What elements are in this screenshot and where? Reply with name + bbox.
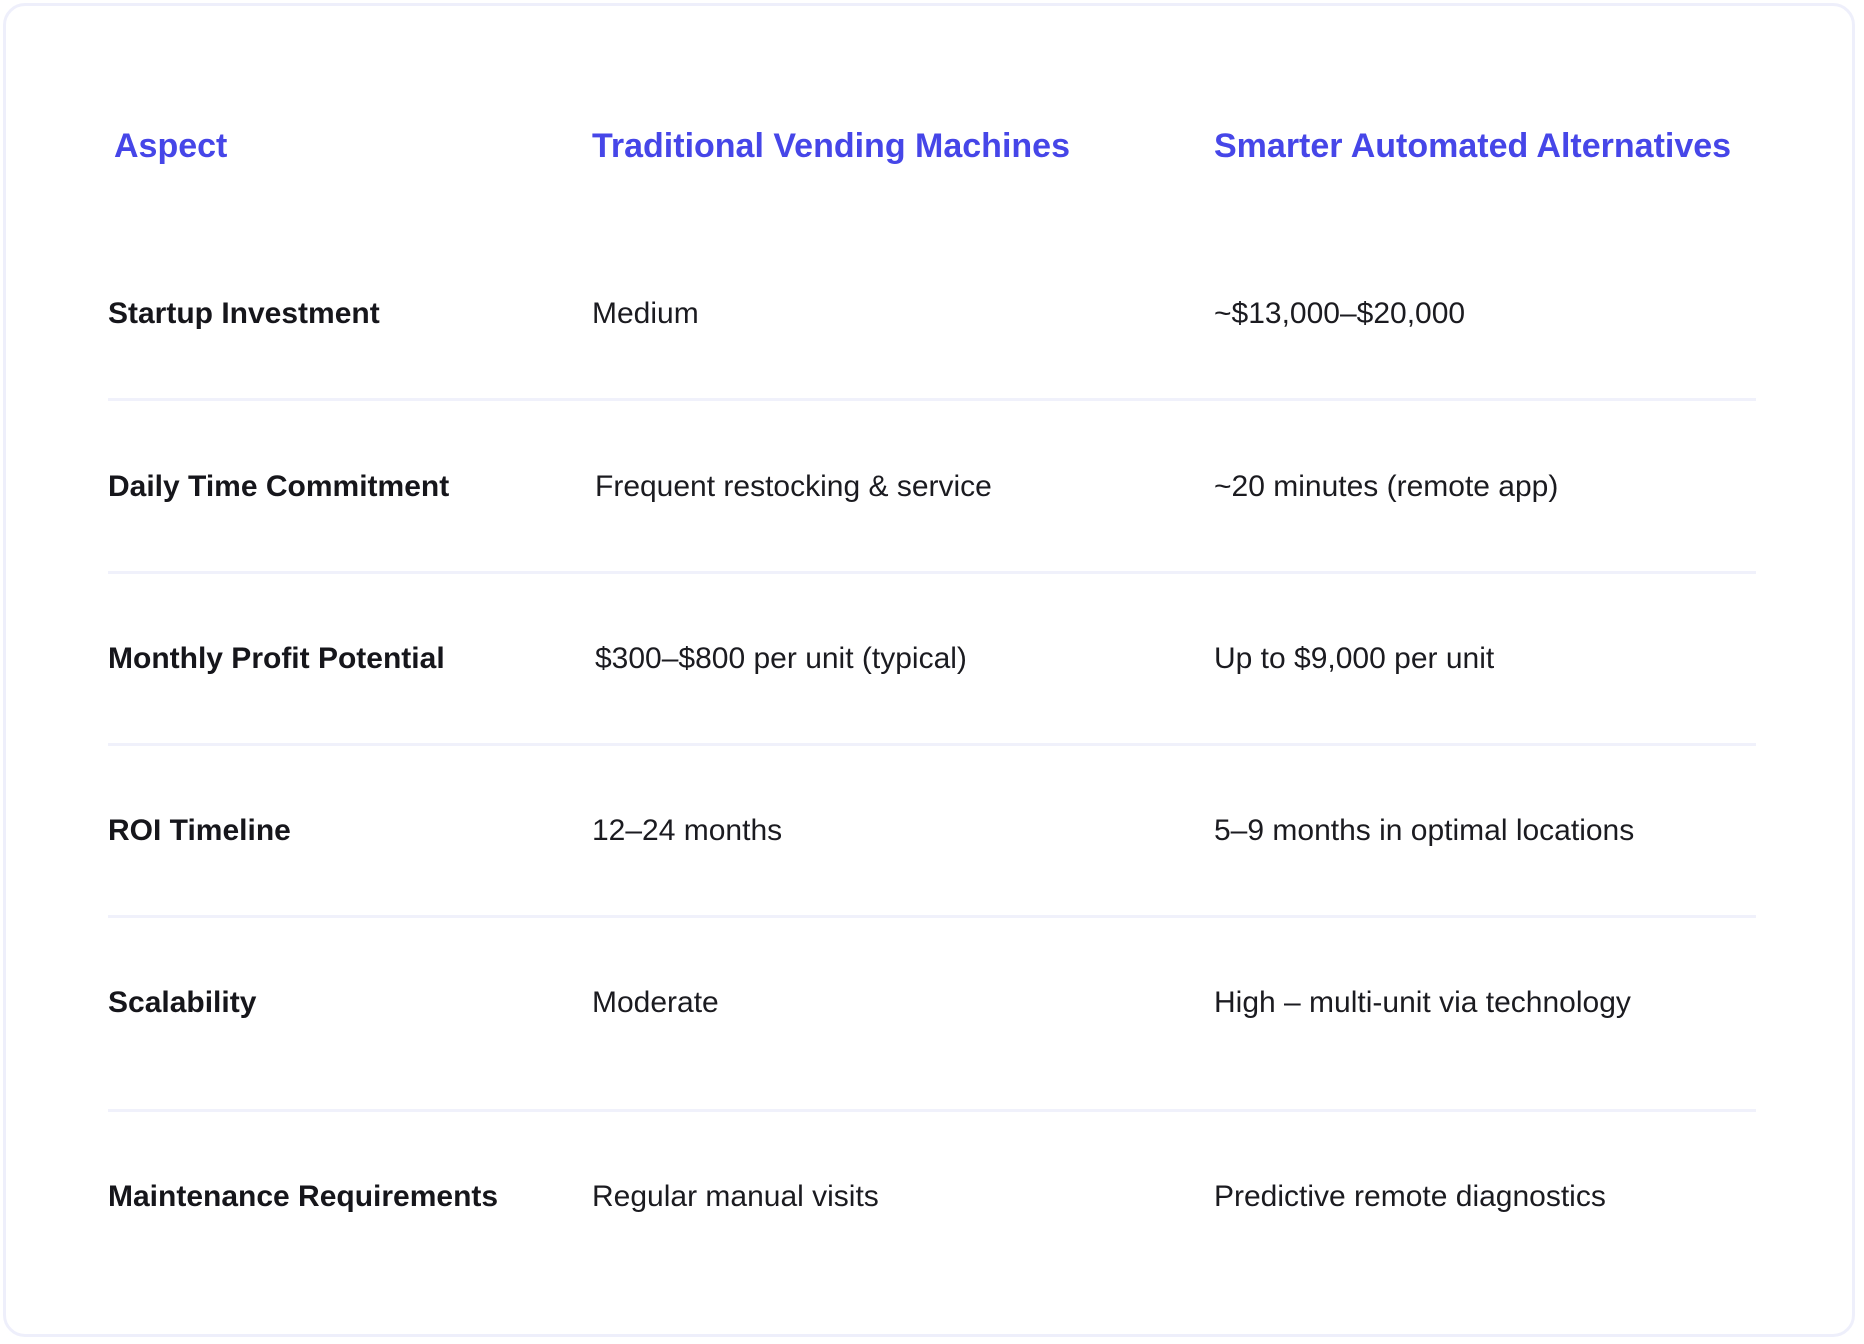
row-divider [108, 1109, 1756, 1112]
row-smarter: ~20 minutes (remote app) [1214, 470, 1559, 503]
row-aspect: Monthly Profit Potential [108, 642, 445, 675]
row-smarter: High – multi-unit via technology [1214, 986, 1631, 1019]
row-smarter: Predictive remote diagnostics [1214, 1180, 1606, 1213]
row-aspect: Daily Time Commitment [108, 470, 450, 503]
row-aspect: Scalability [108, 986, 257, 1019]
row-divider [108, 571, 1756, 574]
row-aspect: Startup Investment [108, 297, 380, 330]
row-traditional: $300–$800 per unit (typical) [595, 642, 967, 675]
row-aspect: ROI Timeline [108, 814, 291, 847]
row-aspect: Maintenance Requirements [108, 1180, 499, 1213]
row-smarter: Up to $9,000 per unit [1214, 642, 1495, 675]
row-divider [108, 398, 1756, 401]
row-smarter: 5–9 months in optimal locations [1214, 814, 1635, 847]
row-divider [108, 743, 1756, 746]
row-traditional: Medium [592, 297, 699, 330]
row-traditional: Moderate [592, 986, 719, 1019]
header-traditional: Traditional Vending Machines [592, 127, 1070, 165]
header-smarter: Smarter Automated Alternatives [1214, 127, 1732, 165]
row-traditional: Regular manual visits [592, 1180, 879, 1213]
header-aspect: Aspect [114, 127, 228, 165]
row-traditional: Frequent restocking & service [595, 470, 992, 503]
row-divider [108, 915, 1756, 918]
row-traditional: 12–24 months [592, 814, 783, 847]
row-smarter: ~$13,000–$20,000 [1214, 297, 1466, 330]
